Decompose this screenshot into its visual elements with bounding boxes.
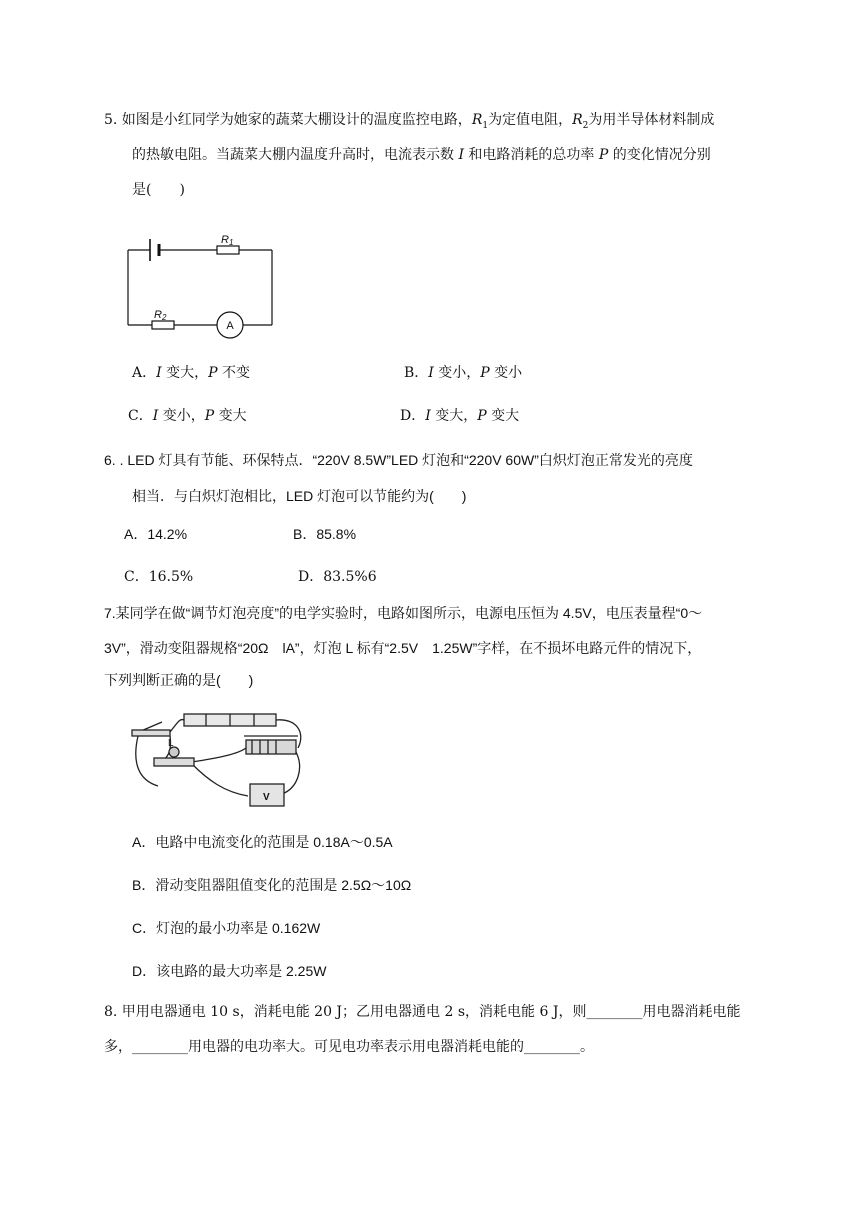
r1-subscript: 1 <box>482 120 489 131</box>
r2-label: R2 <box>154 309 167 322</box>
current-symbol: I <box>425 408 431 424</box>
power-symbol: P <box>204 408 215 424</box>
q7-stem-line3: 下列判断正确的是( ) <box>104 672 254 688</box>
q6-option-d[interactable]: D．83.5%6 <box>298 569 377 585</box>
r2-subscript: 2 <box>582 120 589 131</box>
r1-symbol: R <box>471 112 483 128</box>
current-symbol: I <box>428 365 434 381</box>
option-prefix: D． <box>400 408 426 424</box>
q6-option-c[interactable]: C．16.5% <box>124 569 194 585</box>
option-text: 变大， <box>430 408 478 424</box>
q7-option-a[interactable]: A．电路中电流变化的范围是 0.18A～0.5A <box>132 834 393 850</box>
r1-label: R1 <box>221 234 234 247</box>
power-symbol: P <box>477 408 487 424</box>
q8-stem-line1: 8. 甲用电器通电 10 s，消耗电能 20 J；乙用电器通电 2 s，消耗电能 6 J，则________用电器消耗电能 <box>104 1004 741 1020</box>
q7-option-b[interactable]: B．滑动变阻器阻值变化的范围是 2.5Ω～10Ω <box>132 877 412 893</box>
resistor-r1 <box>217 246 239 254</box>
q5-option-b[interactable] <box>404 363 522 383</box>
option-text: 变大 <box>214 408 247 424</box>
q8-stem-line2: 多，________用电器的电功率大。可见电功率表示用电器消耗电能的________。 <box>104 1039 594 1055</box>
q5-stem-line1 <box>104 110 714 136</box>
option-text: 变大， <box>161 365 209 381</box>
q5-stem-text: 和电路消耗的总功率 <box>463 147 599 163</box>
q5-stem-text: 5. 如图是小红同学为她家的蔬菜大棚设计的温度监控电路， <box>104 112 472 128</box>
option-prefix: C． <box>128 408 153 424</box>
q6-stem-line2: 相当．与白炽灯泡相比，LED 灯泡可以节能约为( ) <box>132 488 467 504</box>
q7-option-c[interactable]: C．灯泡的最小功率是 0.162W <box>132 920 321 936</box>
rheostat-icon <box>246 740 296 754</box>
thermistor-r2 <box>152 321 174 329</box>
q6-option-b[interactable]: B．85.8% <box>293 526 357 542</box>
q5-stem-line3: 是( ) <box>132 182 185 198</box>
option-text: 不变 <box>217 365 250 381</box>
voltmeter-label: V <box>263 792 270 803</box>
power-symbol: P <box>208 365 218 381</box>
current-symbol: I <box>458 147 464 163</box>
option-text: 变小， <box>158 408 205 424</box>
q5-stem-text: 的变化情况分别 <box>608 147 711 163</box>
option-prefix: B． <box>404 365 429 381</box>
q5-stem-text: 的热敏电阻。当蔬菜大棚内温度升高时，电流表示数 <box>132 147 459 163</box>
q5-circuit-diagram <box>120 230 290 340</box>
option-prefix: A． <box>132 365 157 381</box>
q7-experiment-figure <box>128 702 308 812</box>
q5-stem-text: 为定值电阻， <box>488 112 573 128</box>
current-symbol: I <box>156 365 162 381</box>
q7-stem-line1: 7.某同学在做“调节灯泡亮度”的电学实验时，电路如图所示，电源电压恒为 4.5V，电压表量程“0～ <box>104 605 703 621</box>
q7-option-d[interactable]: D．该电路的最大功率是 2.25W <box>132 963 327 979</box>
option-text: 变小， <box>433 365 481 381</box>
lamp-base <box>154 758 194 766</box>
q7-stem-line2: 3V”，滑动变阻器规格“20Ω lA”，灯泡 L 标有“2.5V 1.25W”字样，在不损坏电路元件的情况下， <box>104 640 702 656</box>
q5-option-a[interactable] <box>132 363 250 383</box>
option-text: 变小 <box>489 365 523 381</box>
power-symbol: P <box>598 147 609 163</box>
q5-option-c[interactable] <box>128 406 247 426</box>
current-symbol: I <box>152 408 159 424</box>
lamp-label: L <box>168 738 174 749</box>
q6-option-a[interactable]: A．14.2% <box>124 526 188 542</box>
q5-stem-text: 为用半导体材料制成 <box>588 112 715 128</box>
q6-stem-line1: 6. . LED 灯具有节能、环保特点．“220V 8.5W”LED 灯泡和“220V 60W”白炽灯泡正常发光的亮度 <box>104 452 693 468</box>
power-symbol: P <box>480 365 490 381</box>
ammeter-label: A <box>226 320 234 332</box>
q5-option-d[interactable] <box>400 406 519 426</box>
q5-stem-line2 <box>132 145 711 165</box>
r2-symbol: R <box>572 112 583 128</box>
option-text: 变大 <box>486 408 520 424</box>
